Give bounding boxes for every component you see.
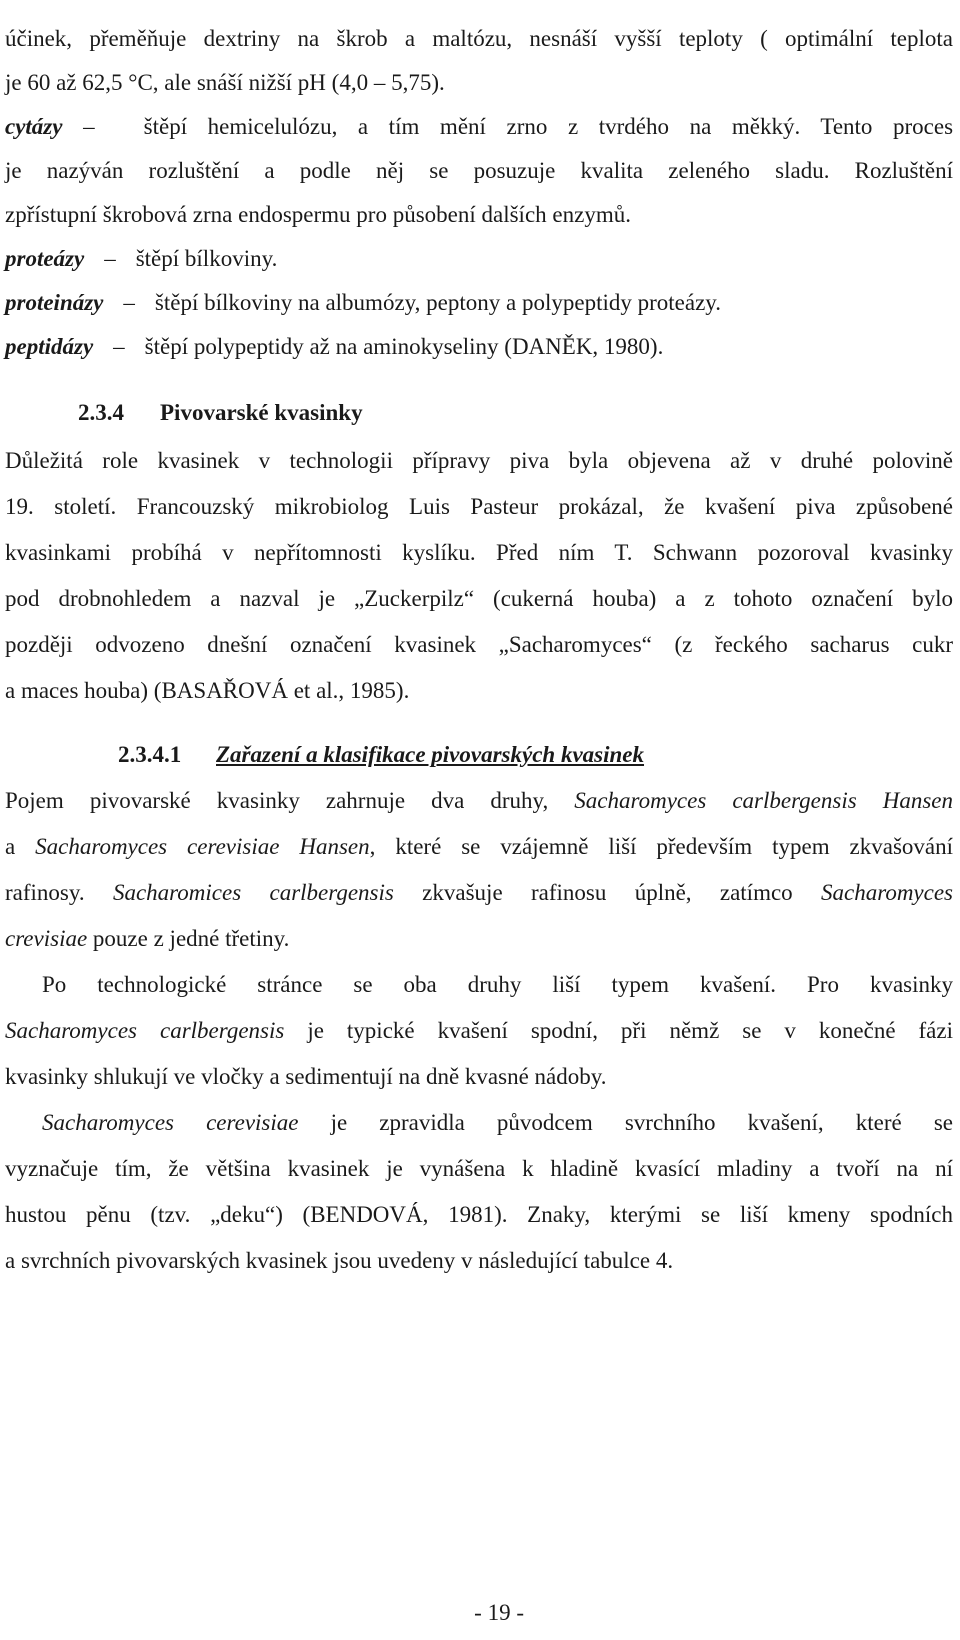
definition-text: štěpí bílkoviny. bbox=[135, 246, 278, 271]
enzyme-term: peptidázy bbox=[5, 334, 94, 359]
text-run: je typické kvašení spodní, při němž se v konečné fázi bbox=[284, 1018, 953, 1043]
text-run: rafinosy. bbox=[5, 880, 113, 905]
dash: – bbox=[113, 334, 125, 359]
paragraph-line bbox=[5, 786, 953, 816]
page-number: - 19 - bbox=[474, 1600, 524, 1625]
paragraph-line: a svrchních pivovarských kvasinek jsou uvedeny v následující tabulce 4. bbox=[5, 1248, 674, 1273]
paragraph-line bbox=[5, 924, 953, 954]
enzyme-term: cytázy bbox=[5, 114, 63, 139]
paragraph-line: kvasinkami probíhá v nepřítomnosti kyslíku. Před ním T. Schwann pozoroval kvasinky bbox=[5, 540, 953, 565]
text-run: zkvašuje rafinosu úplně, zatímco bbox=[393, 880, 822, 905]
subsection-heading bbox=[118, 740, 644, 770]
paragraph-line bbox=[42, 1108, 953, 1138]
species-name: crevisiae bbox=[5, 926, 88, 951]
species-name: Sacharomyces carlbergensis bbox=[5, 1018, 285, 1043]
paragraph-line: a maces houba) (BASAŘOVÁ et al., 1985). bbox=[5, 678, 410, 703]
text-run: Pojem pivovarské kvasinky zahrnuje dva druhy, bbox=[5, 788, 575, 813]
dash: – bbox=[104, 246, 116, 271]
text-run: , které se vzájemně liší především typem zkvašování bbox=[369, 834, 953, 859]
paragraph-line: vyznačuje tím, že většina kvasinek je vynášena k hladině kvasící mladiny a tvoří na ní bbox=[5, 1156, 953, 1181]
paragraph-line: hustou pěnu (tzv. „deku“) (BENDOVÁ, 1981). Znaky, kterými se liší kmeny spodních bbox=[5, 1202, 953, 1227]
enzyme-definition-peptidazy bbox=[5, 332, 953, 362]
section-number: 2.3.4 bbox=[78, 400, 124, 425]
text-run: a bbox=[5, 834, 36, 859]
text-run: je zpravidla původcem svrchního kvašení, které se bbox=[298, 1110, 953, 1135]
paragraph-line: je nazýván rozluštění a podle něj se posuzuje kvalita zeleného sladu. Rozluštění bbox=[5, 158, 953, 183]
subsection-number: 2.3.4.1 bbox=[118, 742, 182, 767]
definition-text: štěpí polypeptidy až na aminokyseliny (DANĚK, 1980). bbox=[144, 334, 664, 359]
enzyme-definition-proteinazy bbox=[5, 288, 953, 318]
paragraph-line bbox=[5, 1016, 953, 1046]
paragraph-line: Důležitá role kvasinek v technologii přípravy piva byla objevena až v druhé polovině bbox=[5, 448, 953, 473]
paragraph-line: zpřístupní škrobová zrna endospermu pro působení dalších enzymů. bbox=[5, 202, 631, 227]
enzyme-definition-cytazy bbox=[5, 112, 953, 142]
dash: – bbox=[83, 114, 95, 139]
paragraph-line: účinek, přeměňuje dextriny na škrob a maltózu, nesnáší vyšší teploty ( optimální teplota bbox=[5, 26, 953, 51]
definition-text: štěpí bílkoviny na albumózy, peptony a polypeptidy proteázy. bbox=[154, 290, 722, 315]
paragraph-line: pod drobnohledem a nazval je „Zuckerpilz“ (cukerná houba) a z tohoto označení bylo bbox=[5, 586, 953, 611]
paragraph-line: 19. století. Francouzský mikrobiolog Luis Pasteur prokázal, že kvašení piva způsobené bbox=[5, 494, 953, 519]
paragraph-line: později odvozeno dnešní označení kvasinek „Sacharomyces“ (z řeckého sacharus cukr bbox=[5, 632, 953, 657]
species-name: Sacharomyces bbox=[821, 880, 954, 905]
section-title: Pivovarské kvasinky bbox=[160, 400, 363, 425]
paragraph-line bbox=[5, 832, 953, 862]
page-number-footer bbox=[0, 1598, 960, 1628]
paragraph-line: Po technologické stránce se oba druhy liší typem kvašení. Pro kvasinky bbox=[42, 972, 953, 997]
species-name: Sacharomyces carlbergensis Hansen bbox=[574, 788, 953, 813]
species-name: Sacharomices carlbergensis bbox=[112, 880, 394, 905]
dash: – bbox=[123, 290, 135, 315]
paragraph-line: je 60 až 62,5 °C, ale snáší nižší pH (4,0 – 5,75). bbox=[5, 70, 445, 95]
enzyme-term: proteinázy bbox=[5, 290, 104, 315]
enzyme-definition-proteazy bbox=[5, 244, 953, 274]
species-name: Sacharomyces cerevisiae bbox=[42, 1110, 299, 1135]
paragraph-line bbox=[5, 878, 953, 908]
species-name: Sacharomyces cerevisiae Hansen bbox=[35, 834, 370, 859]
enzyme-term: proteázy bbox=[5, 246, 85, 271]
subsection-title: Zařazení a klasifikace pivovarských kvasinek bbox=[216, 742, 645, 767]
definition-text: štěpí hemicelulózu, a tím mění zrno z tvrdého na měkký. Tento proces bbox=[143, 114, 954, 139]
text-run: pouze z jedné třetiny. bbox=[87, 926, 290, 951]
paragraph-line: kvasinky shlukují ve vločky a sedimentují na dně kvasné nádoby. bbox=[5, 1064, 607, 1089]
section-heading bbox=[78, 398, 363, 428]
